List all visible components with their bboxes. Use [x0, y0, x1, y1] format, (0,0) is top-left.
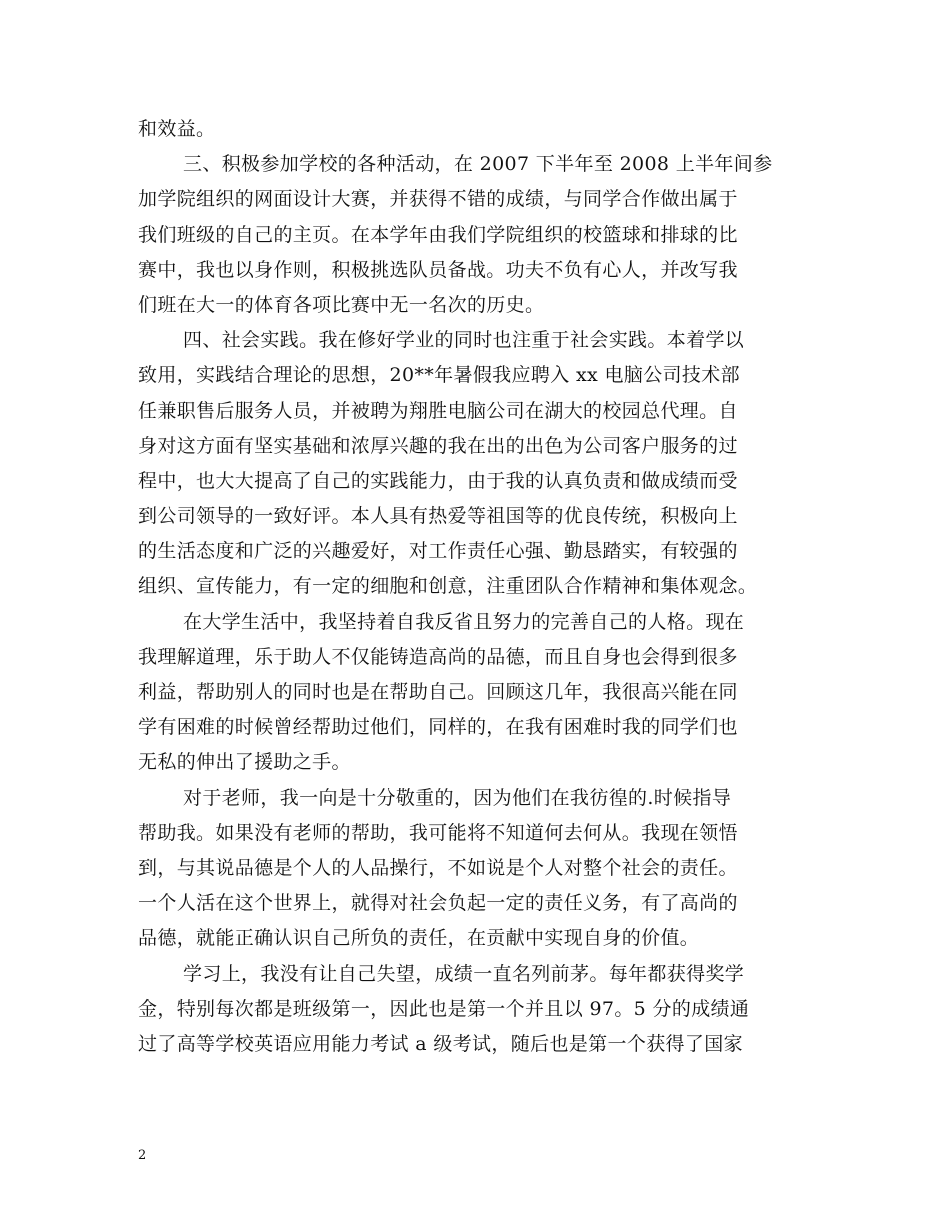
- text-line: 我理解道理，乐于助人不仅能铸造高尚的品德，而且自身也会得到很多: [138, 645, 738, 668]
- text-line: 三、积极参加学校的各种活动，在 2007 下半年至 2008 上半年间参: [183, 153, 773, 176]
- text-line: 过了高等学校英语应用能力考试 a 级考试，随后也是第一个获得了国家: [138, 1032, 743, 1055]
- text-line: 利益，帮助别人的同时也是在帮助自己。回顾这几年，我很高兴能在同: [138, 681, 738, 703]
- text-line: 学有困难的时候曾经帮助过他们，同样的，在我有困难时我的同学们也: [138, 716, 738, 739]
- body-text: [138, 112, 818, 1062]
- text-line: 组织、宣传能力，有一定的细胞和创意，注重团队合作精神和集体观念。: [138, 575, 758, 598]
- text-line: 金，特别每次都是班级第一，因此也是第一个并且以 97。5 分的成绩通: [138, 997, 750, 1020]
- text-line: 到公司领导的一致好评。本人具有热爱等祖国等的优良传统，积极向上: [138, 505, 738, 528]
- text-line: 的生活态度和广泛的兴趣爱好，对工作责任心强、勤恳踏实，有较强的: [138, 540, 738, 563]
- text-line: 四、社会实践。我在修好学业的同时也注重于社会实践。本着学以: [183, 329, 745, 352]
- text-line: 一个人活在这个世界上，就得对社会负起一定的责任义务，有了高尚的: [138, 892, 738, 915]
- text-line: 致用，实践结合理论的思想，20**年暑假我应聘入 xx 电脑公司技术部: [138, 364, 740, 387]
- text-line: 任兼职售后服务人员，并被聘为翔胜电脑公司在湖大的校园总代理。自: [138, 399, 738, 422]
- text-line: 无私的伸出了援助之手。: [138, 751, 351, 774]
- text-line: 我们班级的自己的主页。在本学年由我们学院组织的校篮球和排球的比: [138, 223, 738, 246]
- text-line: 身对这方面有坚实基础和浓厚兴趣的我在出的出色为公司客户服务的过: [138, 434, 738, 457]
- text-line: 在大学生活中，我坚持着自我反省且努力的完善自己的人格。现在: [183, 610, 745, 633]
- text-line: 和效益。: [138, 118, 216, 140]
- text-line: 到，与其说品德是个人的人品操行，不如说是个人对整个社会的责任。: [138, 856, 738, 879]
- page-number: 2: [138, 1148, 147, 1163]
- text-line: 加学院组织的网面设计大赛，并获得不错的成绩，与同学合作做出属于: [138, 188, 738, 211]
- text-line: 帮助我。如果没有老师的帮助，我可能将不知道何去何从。我现在领悟: [138, 821, 738, 844]
- text-line: 程中，也大大提高了自己的实践能力，由于我的认真负责和做成绩而受: [138, 469, 738, 492]
- text-line: 品德，就能正确认识自己所负的责任，在贡献中实现自身的价值。: [138, 927, 700, 950]
- text-line: 对于老师，我一向是十分敬重的，因为他们在我彷徨的.时候指导: [183, 786, 732, 809]
- text-line: 学习上，我没有让自己失望，成绩一直名列前茅。每年都获得奖学: [183, 962, 745, 985]
- text-line: 赛中，我也以身作则，积极挑选队员备战。功夫不负有心人，并改写我: [138, 258, 738, 281]
- text-line: 们班在大一的体育各项比赛中无一名次的历史。: [138, 293, 545, 316]
